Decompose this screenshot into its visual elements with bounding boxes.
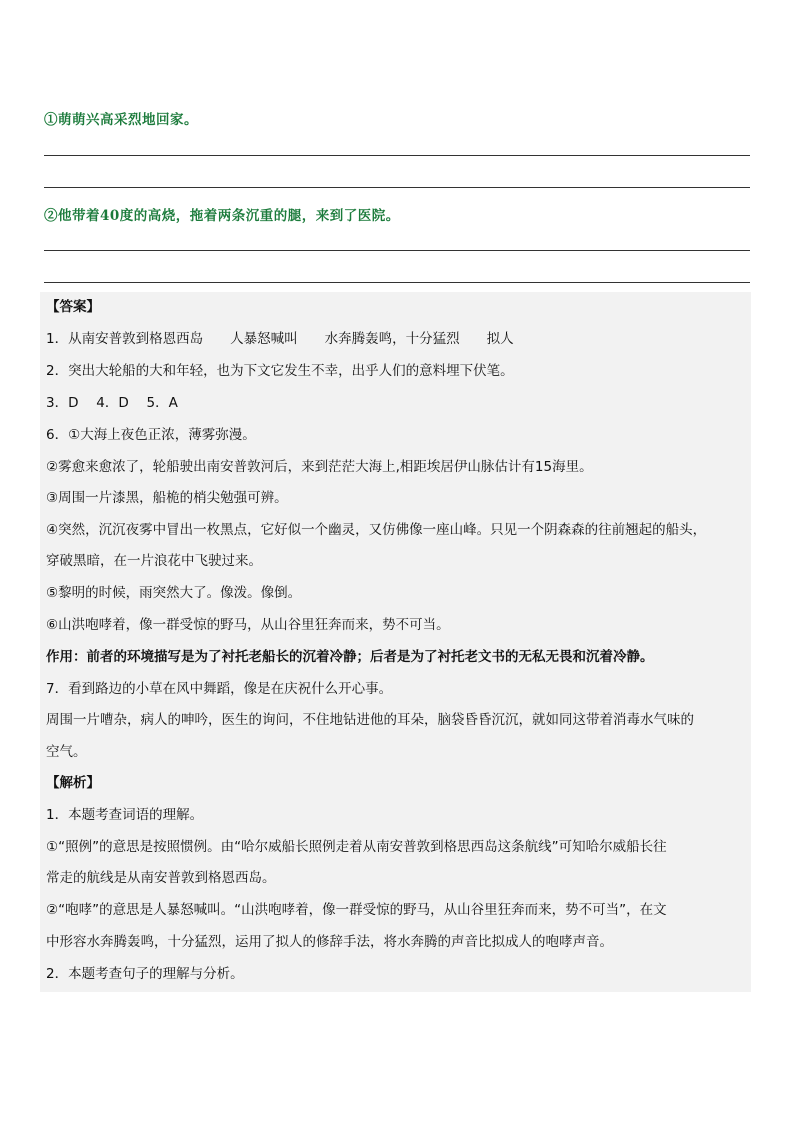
- answer-6-item-4: ④突然，沉沉夜雾中冒出一枚黑点，它好似一个幽灵，又仿佛像一座山峰。只见一个阴森森的往前翘起的船头，: [46, 522, 707, 538]
- answer-6-item-5: ⑤黎明的时候，雨突然大了。像泼。像倒。: [46, 585, 302, 601]
- answer-6-item-4-cont: 穿破黑暗，在一片浪花中飞驶过来。: [46, 553, 262, 569]
- answer-line: [44, 250, 750, 251]
- answer-3-5: 3．D 4．D 5．A: [46, 395, 178, 411]
- answer-7-line-1: 7．看到路边的小草在风中舞蹈，像是在庆祝什么开心事。: [46, 681, 393, 697]
- answer-6-item-3: ③周围一片漆黑，船桅的梢尖勉强可辨。: [46, 490, 288, 506]
- analysis-1: 1．本题考查词语的理解。: [46, 807, 204, 823]
- analysis-1-item-2: ②“咆哮”的意思是人暴怒喊叫。“山洪咆哮着，像一群受惊的野马，从山谷里狂奔而来，势不可当”，在文: [46, 902, 667, 918]
- answer-line: [44, 282, 750, 283]
- answer-7-line-2-cont: 空气。: [46, 744, 87, 760]
- answer-6-item-6: ⑥山洪咆哮着，像一群受惊的野马，从山谷里狂奔而来，势不可当。: [46, 617, 450, 633]
- answer-1: 1．从南安普敦到格恩西岛 人暴怒喊叫 水奔腾轰鸣，十分猛烈 拟人: [46, 331, 514, 347]
- answer-line: [44, 187, 750, 188]
- answer-6-item-1: 6．①大海上夜色正浓，薄雾弥漫。: [46, 427, 256, 443]
- analysis-1-item-2-cont: 中形容水奔腾轰鸣，十分猛烈，运用了拟人的修辞手法，将水奔腾的声音比拟成人的咆哮声音。: [46, 934, 613, 950]
- answer-7-line-2: 周围一片嘈杂，病人的呻吟，医生的询问，不住地钻进他的耳朵，脑袋昏昏沉沉，就如同这带着消毒水气味的: [46, 712, 694, 728]
- answer-header: 【答案】: [46, 299, 100, 315]
- answer-2: 2．突出大轮船的大和年轻，也为下文它发生不幸，出乎人们的意料埋下伏笔。: [46, 363, 514, 379]
- answer-6-item-2: ②雾愈来愈浓了，轮船驶出南安普敦河后，来到茫茫大海上,相距埃居伊山脉估计有15海里。: [46, 459, 593, 475]
- answer-6-note: 作用：前者的环境描写是为了衬托老船长的沉着冷静；后者是为了衬托老文书的无私无畏和沉着冷静。: [46, 649, 654, 665]
- analysis-1-item-1: ①“照例”的意思是按照惯例。由“哈尔威船长照例走着从南安普敦到格思西岛这条航线”可知哈尔威船长往: [46, 839, 667, 855]
- answer-line: [44, 155, 750, 156]
- question-sentence-2: ②他带着40度的高烧，拖着两条沉重的腿，来到了医院。: [44, 208, 400, 224]
- analysis-header: 【解析】: [46, 775, 100, 791]
- analysis-1-item-1-cont: 常走的航线是从南安普敦到格恩西岛。: [46, 870, 276, 886]
- question-sentence-1: ①萌萌兴高采烈地回家。: [44, 112, 198, 128]
- analysis-2: 2．本题考查句子的理解与分析。: [46, 966, 244, 982]
